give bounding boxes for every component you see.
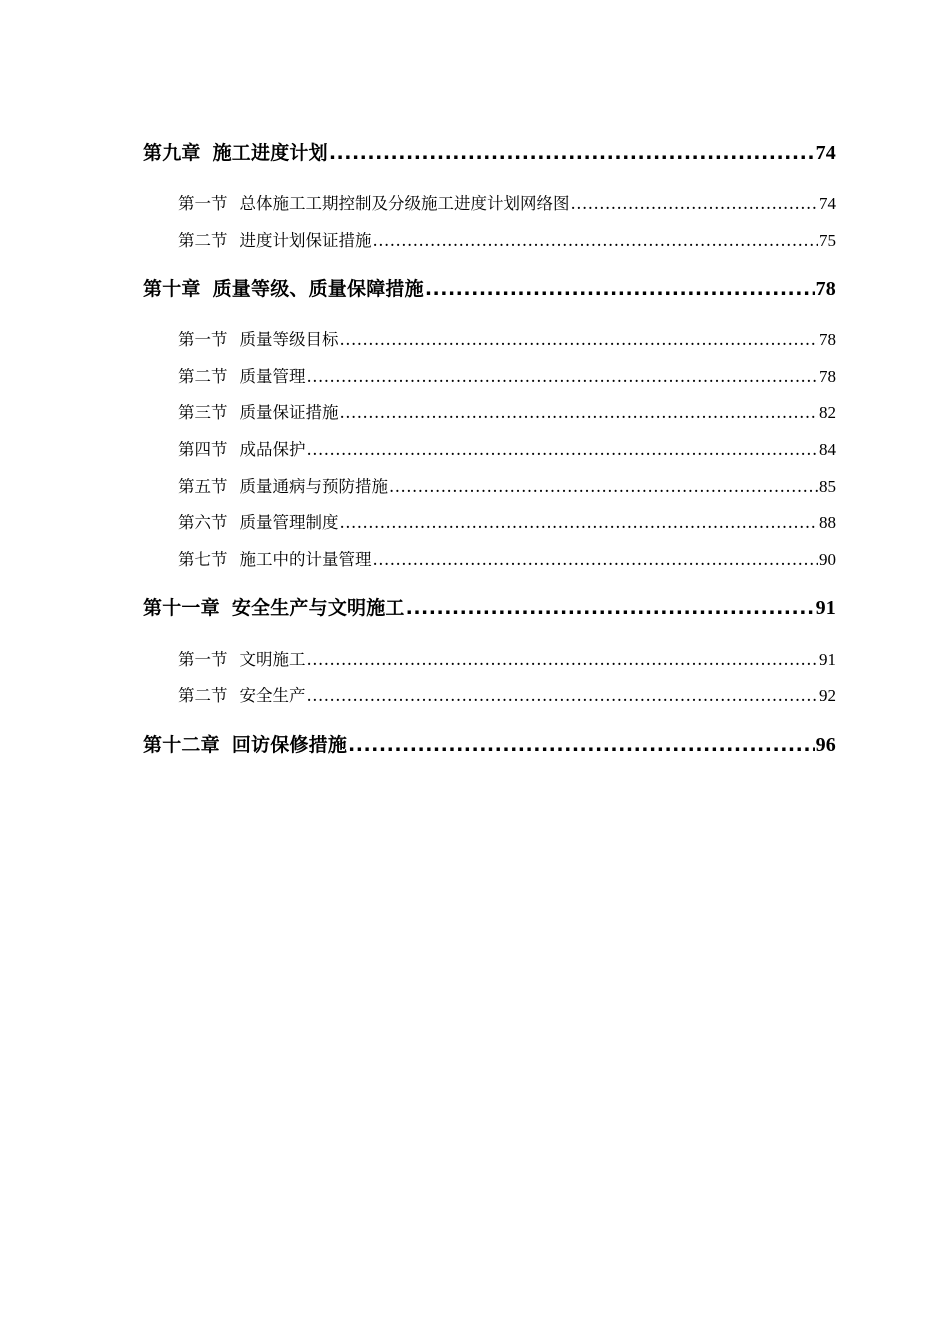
section-number: 第二节 [178, 686, 228, 705]
chapter-number: 第十二章 [143, 734, 220, 756]
page-number: 74 [815, 142, 836, 164]
section-title: 质量保证措施 [239, 403, 339, 422]
chapter-title: 质量等级、质量保障措施 [212, 278, 424, 300]
section-title: 质量管理 [239, 367, 306, 386]
dot-leader [307, 686, 819, 705]
page-number: 96 [815, 734, 836, 756]
section-title: 总体施工工期控制及分级施工进度计划网络图 [239, 194, 570, 213]
dot-leader [340, 330, 819, 349]
section-title: 进度计划保证措施 [239, 231, 372, 250]
toc-section-10-7[interactable] [178, 546, 836, 570]
page-number: 91 [819, 650, 836, 669]
toc-section-10-1[interactable] [178, 326, 836, 350]
section-title: 质量管理制度 [239, 513, 339, 532]
section-title: 文明施工 [239, 650, 306, 669]
page-number: 75 [819, 231, 836, 250]
dot-leader [307, 367, 819, 386]
dot-leader [373, 231, 819, 250]
page-number: 78 [819, 367, 836, 386]
section-number: 第一节 [178, 650, 228, 669]
chapter-title: 施工进度计划 [212, 142, 328, 164]
page-number: 78 [815, 278, 836, 300]
section-title: 施工中的计量管理 [239, 550, 372, 569]
page-number: 82 [819, 403, 836, 422]
section-number: 第六节 [178, 513, 228, 532]
dot-leader [406, 597, 815, 619]
section-number: 第二节 [178, 231, 228, 250]
section-title: 质量通病与预防措施 [239, 477, 388, 496]
section-number: 第一节 [178, 330, 228, 349]
page-number: 74 [819, 194, 836, 213]
page-number: 84 [819, 440, 836, 459]
chapter-number: 第十章 [143, 278, 201, 300]
dot-leader [340, 403, 819, 422]
page-number: 85 [819, 477, 836, 496]
section-number: 第三节 [178, 403, 228, 422]
toc-section-10-5[interactable] [178, 473, 836, 497]
toc-chapter-10[interactable] [143, 274, 836, 301]
dot-leader [571, 194, 819, 213]
toc-chapter-12[interactable] [143, 730, 836, 757]
section-number: 第七节 [178, 550, 228, 569]
section-number: 第五节 [178, 477, 228, 496]
section-title: 安全生产 [239, 686, 306, 705]
section-number: 第四节 [178, 440, 228, 459]
toc-chapter-9[interactable] [143, 138, 836, 165]
page-number: 91 [815, 597, 836, 619]
toc-section-10-3[interactable] [178, 399, 836, 423]
dot-leader [425, 278, 815, 300]
chapter-number: 第九章 [143, 142, 201, 164]
toc-section-10-6[interactable] [178, 509, 836, 533]
dot-leader [307, 440, 819, 459]
dot-leader [329, 142, 815, 164]
toc-chapter-11[interactable] [143, 593, 836, 620]
dot-leader [373, 550, 819, 569]
page-number: 90 [819, 550, 836, 569]
toc-section-9-1[interactable] [178, 190, 836, 214]
section-number: 第一节 [178, 194, 228, 213]
chapter-number: 第十一章 [143, 597, 220, 619]
toc-section-9-2[interactable] [178, 227, 836, 251]
toc-section-10-4[interactable] [178, 436, 836, 460]
dot-leader [307, 650, 819, 669]
toc-section-10-2[interactable] [178, 363, 836, 387]
chapter-title: 回访保修措施 [231, 734, 348, 756]
section-number: 第二节 [178, 367, 228, 386]
toc-section-11-2[interactable] [178, 682, 836, 706]
page-number: 88 [819, 513, 836, 532]
toc-section-11-1[interactable] [178, 646, 836, 670]
section-title: 成品保护 [239, 440, 306, 459]
dot-leader [348, 734, 815, 756]
dot-leader [340, 513, 819, 532]
page-number: 92 [819, 686, 836, 705]
dot-leader [389, 477, 818, 496]
section-title: 质量等级目标 [239, 330, 339, 349]
page-number: 78 [819, 330, 836, 349]
chapter-title: 安全生产与文明施工 [231, 597, 405, 619]
